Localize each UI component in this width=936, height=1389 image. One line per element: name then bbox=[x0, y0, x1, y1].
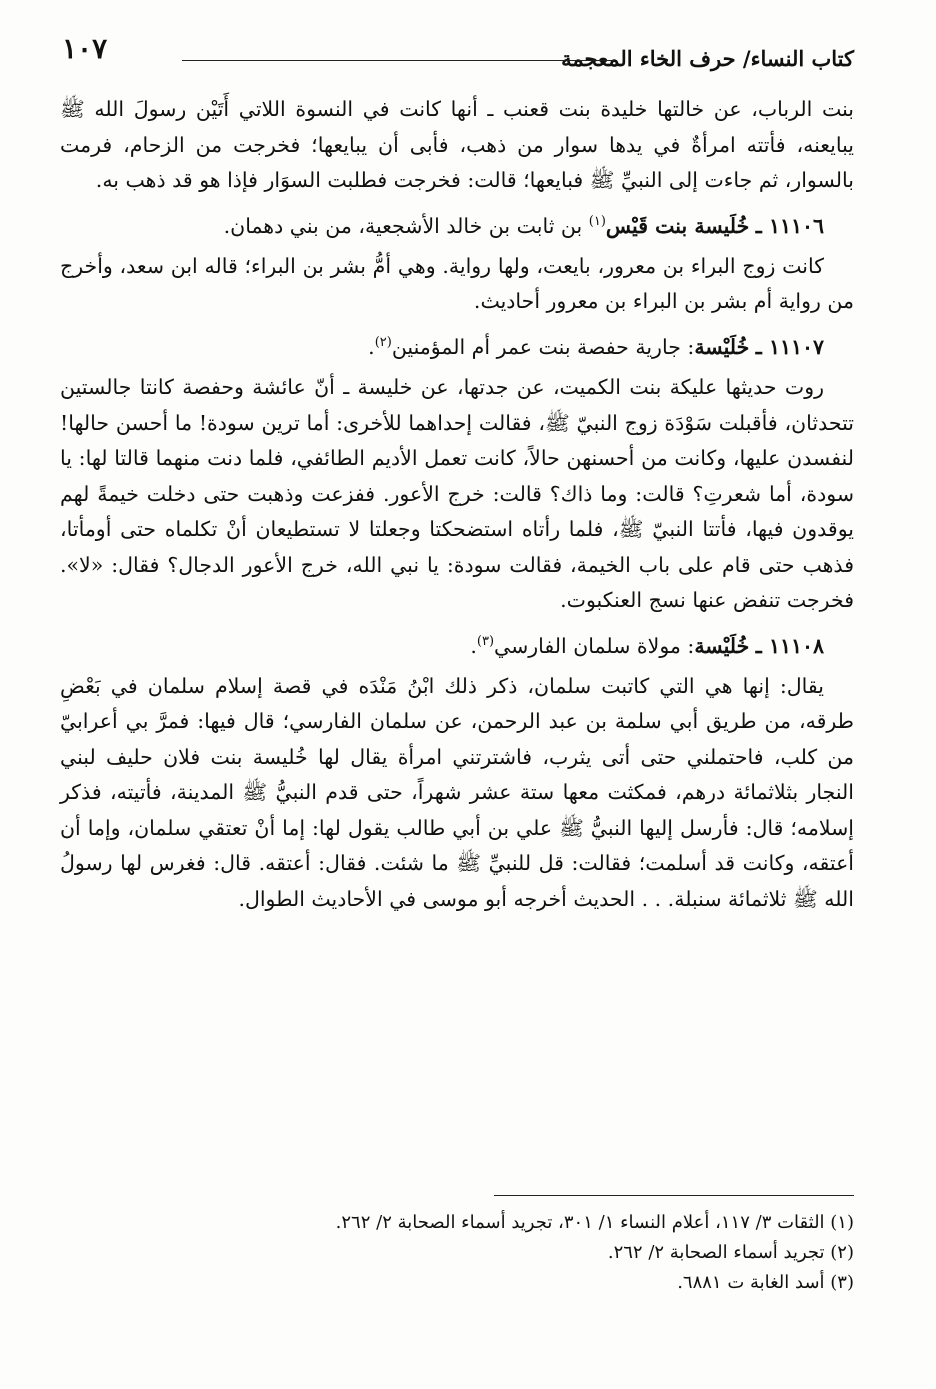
entry-number: ١١١٠٦ ـ bbox=[755, 213, 824, 238]
paragraph-4: يقال: إنها هي التي كاتبت سلمان، ذكر ذلك ابْنُ مَنْدَه في قصة إسلام سلمان في بَعْضِ طرقه، من طريق أبي سلمة بن عبد الرحمن، عن سلمان الفارسي؛ قال فيها: فمرَّ بي أعرابيّ من كلب، فاحتملني حتى أتى يثرب، فاشترتني امرأة يقال لها خُليسة بنت فلان حليف لبني النجار بثلاثمائة درهم، فمكثت معها ستة عشر شهراً، حتى قدم النبيُّ ﷺ المدينة، فأتيته، فذكر إسلامه؛ قال: فأرسل إليها النبيُّ ﷺ علي بن أبي طالب يقول لها: إما أنْ تعتقي سلمان، وإما أن أعتقه، وكانت قد أسلمت؛ فقالت: قل للنبيِّ ﷺ ما شئت. فقال: أعتقه. قال: فغرس لها رسولُ الله ﷺ ثلاثمائة سنبلة. . . الحديث أخرجه أبو موسى في الأحاديث الطوال. bbox=[60, 673, 854, 911]
footnote-3: (٣) أسد الغابة ت ٦٨٨١. bbox=[677, 1272, 854, 1293]
entry-name: خُلَيْسة bbox=[694, 633, 750, 658]
entry-text: : جارية حفصة بنت عمر أم المؤمنين bbox=[391, 334, 695, 359]
page-body bbox=[60, 92, 854, 922]
footnotes bbox=[60, 1208, 854, 1298]
paragraph-3: روت حديثها عليكة بنت الكميت، عن جدتها، عن خليسة ـ أنّ عائشة وحفصة كانتا جالستين تتحدثان، فأقبلت سَوْدَة زوج النبيّ ﷺ، فقالت إحداهما للأخرى: أما ترين سودة! ما أحسن حالها! لنفسدن عليها، وكانت من أحسنهن حالاً، كانت تعمل الأديم الطائفي، فلما دنت منهما قالتا لها: يا سودة، أما شعرتِ؟ قالت: وما ذاك؟ قالت: خرج الأعور. ففزعت وذهبت حتى دخلت خيمةً لهم يوقدون فيها، فأتتا النبيّ ﷺ، فلما رأتاه استضحكتا وجعلتا لا تستطيعان أنْ تكلماه حتى أومأتا، فذهب حتى قام على باب الخيمة، فقالت سودة: يا نبي الله، خرج الأعور الدجال؟ فقال: «لا». فخرجت تنفض عنها نسج العنكبوت. bbox=[60, 375, 854, 613]
footnote-ref: (٣) bbox=[476, 633, 495, 649]
footnote-1: (١) الثقات ٣/ ١١٧، أعلام النساء ١/ ٣٠١، تجريد أسماء الصحابة ٢/ ٢٦٢. bbox=[335, 1212, 854, 1233]
entry-11108 bbox=[60, 624, 854, 664]
page-header bbox=[62, 32, 854, 72]
paragraph-1: بنت الرباب، عن خالتها خليدة بنت قعنب ـ أنها كانت في النسوة اللاتي أَتَيْن رسولَ الله ﷺ يبايعنه، فأتته امرأةٌ في يدها سوار من ذهب، فأبى أن يبايعها؛ فخرجت من الزحام، فرمت بالسوار، ثم جاءت إلى النبيِّ ﷺ فبايعها؛ قالت: فخرجت فطلبت السوَار فإذا هو قد ذهب به. bbox=[60, 97, 854, 192]
page-number: ١٠٧ bbox=[62, 32, 108, 65]
entry-number: ١١١٠٧ ـ bbox=[755, 334, 824, 359]
entry-end: . bbox=[470, 633, 477, 658]
entry-number: ١١١٠٨ ـ bbox=[755, 633, 824, 658]
entry-name: خُلَيسة بنت قَيْس bbox=[605, 213, 750, 238]
entry-11106 bbox=[60, 204, 854, 244]
entry-11107 bbox=[60, 325, 854, 365]
footnote-2: (٢) تجريد أسماء الصحابة ٢/ ٢٦٢. bbox=[607, 1242, 854, 1263]
entry-name: خُلَيْسة bbox=[694, 334, 750, 359]
footnote-rule bbox=[494, 1195, 854, 1196]
paragraph-2: كانت زوج البراء بن معرور، بايعت، ولها رواية. وهي أمُّ بشر بن البراء؛ قاله ابن سعد، وأخرج من رواية أم بشر بن البراء بن معرور أحاديث. bbox=[60, 253, 854, 314]
entry-end: . bbox=[368, 334, 375, 359]
entry-text: بن ثابت بن خالد الأشجعية، من بني دهمان. bbox=[223, 213, 589, 238]
header-rule bbox=[182, 60, 614, 61]
footnote-ref: (٢) bbox=[374, 334, 392, 350]
entry-text: : مولاة سلمان الفارسي bbox=[494, 633, 695, 658]
footnote-ref: (١) bbox=[588, 213, 606, 229]
running-title: كتاب النساء/ حرف الخاء المعجمة bbox=[561, 46, 854, 71]
